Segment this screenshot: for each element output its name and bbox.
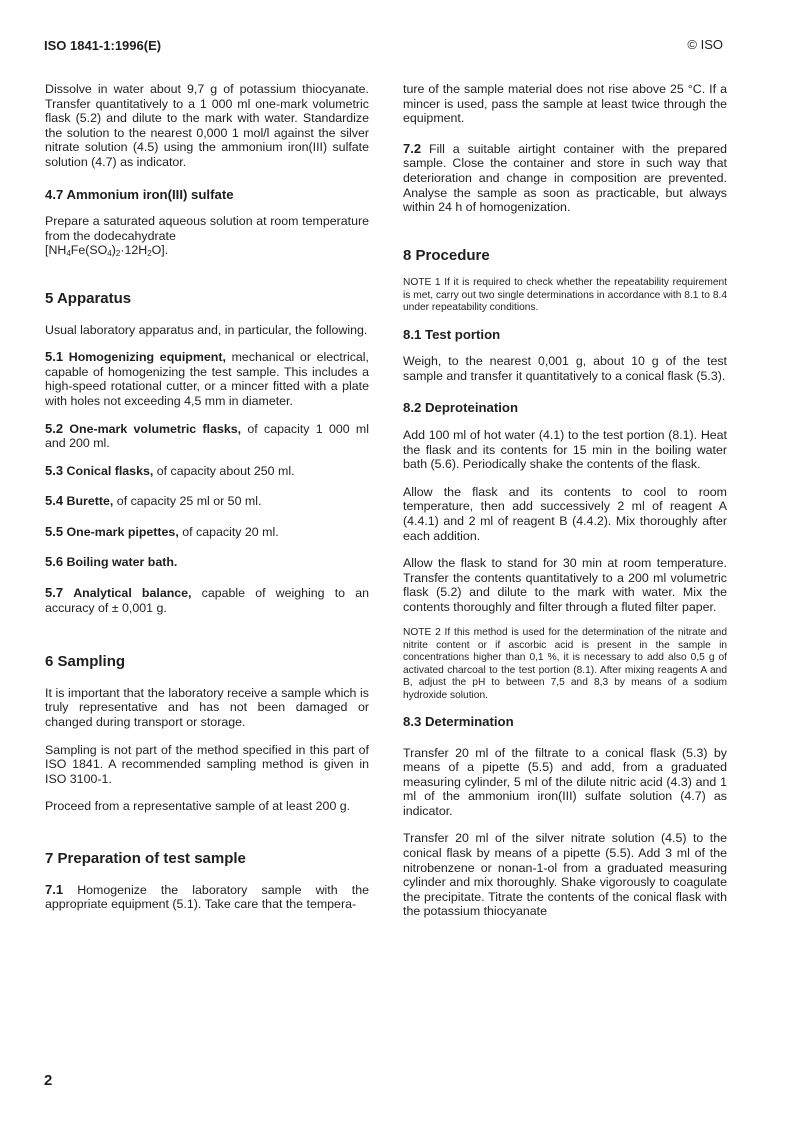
- heading-8-1: 8.1 Test portion: [403, 326, 501, 342]
- item-5-1: 5.1 Homogenizing equipment, mechanical or electrical, capable of homogenizing the test sample. This includes a high-speed rotational cutter, or a mincer fitted with a plate with holes not exceeding 4,5 mm in diameter.: [45, 349, 369, 408]
- item-5-7: 5.7 Analytical balance, capable of weighing to an accuracy of ± 0,001 g.: [45, 585, 369, 615]
- item-5-2: 5.2 One-mark volumetric flasks, of capacity 1 000 ml and 200 ml.: [45, 420, 370, 451]
- test-portion-paragraph: Weigh, to the nearest 0,001 g, about 10 g of the test sample and transfer it quantitatively to a conical flask (5.3).: [403, 354, 727, 383]
- left-column: [45, 82, 369, 925]
- deproteination-paragraph-1: Add 100 ml of hot water (4.1) to the test portion (8.1). Heat the flask and its contents for 15 min in the boiling water bath (5.6). Periodically shake the contents of the flask.: [403, 427, 727, 472]
- sampling-paragraph-2: Sampling is not part of the method specified in this part of ISO 1841. A recommended sampling method is given in ISO 3100-1.: [45, 742, 369, 786]
- right-column: [403, 82, 727, 932]
- heading-5-apparatus: 5 Apparatus: [45, 289, 132, 307]
- item-5-3: 5.3 Conical flasks, of capacity about 250 ml.: [45, 462, 295, 478]
- note-2: NOTE 2 If this method is used for the determination of the nitrate and nitrite content or if ascorbic acid is present in the sample in concentrations higher than 0,1 %, it is necessary to add also 0,5 g of activated charcoal to the test portion (8.1). After mixing reagents A and B, adjust the pH to between 7,5 and 8,3 by means of a sodium hydroxide solution.: [403, 627, 727, 701]
- note-1: NOTE 1 If it is required to check whether the repeatability requirement is met, carry out two single determinations in accordance with 8.1 to 8.4 under repeatability conditions.: [403, 277, 727, 314]
- chemical-formula: $[NH_4Fe(SO_4)_2\cdot 12H_2O]$.: [45, 243, 169, 259]
- page-number: 2: [44, 1072, 53, 1089]
- heading-8-procedure: 8 Procedure: [403, 246, 490, 264]
- heading-6-sampling: 6 Sampling: [45, 653, 126, 671]
- item-5-6: 5.6 Boiling water bath.: [45, 554, 178, 570]
- deproteination-paragraph-2: Allow the flask and its contents to cool to room temperature, then add successively 2 ml of reagent A (4.4.1) and 2 ml of reagent B (4.4.2). Mix thoroughly after each addition.: [403, 484, 727, 543]
- sampling-paragraph-1: It is important that the laboratory receive a sample which is truly representative and has not been damaged or changed during transport or storage.: [45, 685, 369, 730]
- determination-paragraph-2: Transfer 20 ml of the silver nitrate solution (4.5) to the conical flask by means of a pipette (5.5). Add 3 ml of the nitrobenzene or nonan-1-ol from a graduated measuring cylinder and mix thoroughly. Shake vigorously to coagulate the precipitate. Titrate the contents of the conical flask with the potassium thiocyanate: [403, 831, 727, 919]
- thiocyanate-paragraph: Dissolve in water about 9,7 g of potassium thiocyanate. Transfer quantitatively to a 1 000 ml one-mark volumetric flask (5.2) and dilute to the mark with water. Standardize the solution to the nearest 0,000 1 mol/l against the silver nitrate solution (4.5) using the ammonium iron(III) sulfate solution (4.7) as indicator.: [45, 82, 369, 169]
- heading-4-7: 4.7 Ammonium iron(III) sulfate: [45, 186, 234, 202]
- item-5-4: 5.4 Burette, of capacity 25 ml or 50 ml.: [45, 493, 262, 509]
- preparation-continued: ture of the sample material does not rise above 25 °C. If a mincer is used, pass the sample at least twice through the equipment.: [403, 82, 727, 126]
- sampling-paragraph-3: Proceed from a representative sample of at least 200 g.: [45, 799, 351, 814]
- item-7-2: 7.2 Fill a suitable airtight container with the prepared sample. Close the container and store in such way that deterioration and change in composition are prevented. Analyse the sample as soon as practicable, but always within 24 h of homogenization.: [403, 140, 727, 215]
- apparatus-intro: Usual laboratory apparatus and, in particular, the following.: [45, 322, 368, 337]
- copyright-mark: © ISO: [687, 37, 723, 52]
- heading-7-preparation: 7 Preparation of test sample: [45, 850, 246, 867]
- heading-8-2: 8.2 Deproteination: [403, 400, 519, 416]
- deproteination-paragraph-3: Allow the flask to stand for 30 min at room temperature. Transfer the contents quantitatively to a 200 ml volumetric flask (5.2) and dilute to the mark with water. Mix the contents thoroughly and filter through a fluted filter paper.: [403, 556, 727, 614]
- ammonium-iron-paragraph: Prepare a saturated aqueous solution at room temperature from the dodecahydrate $[NH_4Fe(SO_4)_2\cdot 12H_2O]$.: [45, 214, 369, 259]
- heading-8-3: 8.3 Determination: [403, 713, 514, 729]
- standard-designation: ISO 1841-1:1996(E): [44, 38, 162, 53]
- item-5-5: 5.5 One-mark pipettes, of capacity 20 ml.: [45, 523, 279, 539]
- item-7-1: 7.1 Homogenize the laboratory sample with the appropriate equipment (5.1). Take care that the tempera-: [45, 881, 369, 912]
- determination-paragraph-1: Transfer 20 ml of the filtrate to a conical flask (5.3) by means of a pipette (5.5) and add, from a graduated measuring cylinder, 5 ml of the dilute nitric acid (4.3) and 1 ml of the ammonium iron(III) sulfate solution (4.7) as indicator.: [403, 745, 727, 818]
